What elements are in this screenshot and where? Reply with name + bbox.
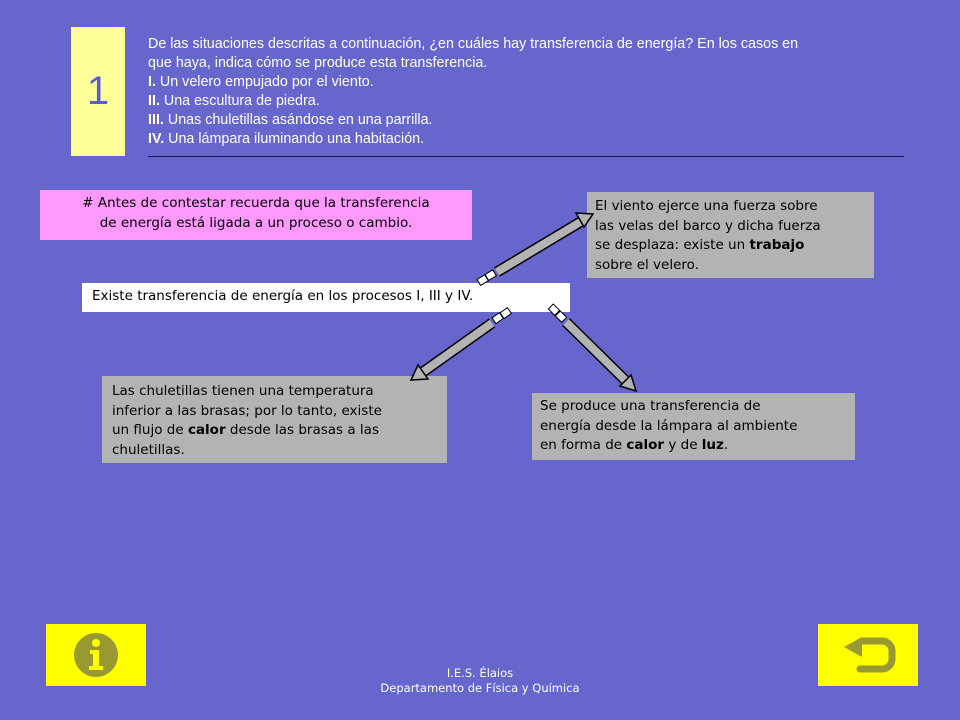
chops-line-3-post: desde las brasas a las <box>225 422 379 438</box>
keyword-luz: luz <box>701 437 724 453</box>
question-item-2 <box>148 92 898 111</box>
main-answer-box <box>82 283 570 312</box>
question-text <box>148 35 898 149</box>
wind-line-1: El viento ejerce una fuerza sobre <box>595 198 818 214</box>
item-text: Un velero empujado por el viento. <box>155 74 374 90</box>
lamp-line-2: energía desde la lámpara al ambiente <box>540 417 798 434</box>
info-icon <box>72 631 120 679</box>
lamp-line-3-post: . <box>723 437 729 453</box>
return-arrow-icon <box>840 635 896 675</box>
question-item-1 <box>148 73 898 92</box>
keyword-calor: calor <box>626 437 665 453</box>
chops-line-3 <box>112 421 437 441</box>
wind-line-3-text: se desplaza: existe un <box>595 237 750 253</box>
footer-school: I.E.S. Élaios <box>446 666 514 680</box>
chops-line-2: inferior a las brasas; por lo tanto, existe <box>112 402 382 419</box>
lamp-line-3 <box>540 436 847 456</box>
header-divider <box>148 156 904 157</box>
lamp-line-3-pre: en forma de <box>540 437 627 453</box>
main-answer-text: Existe transferencia de energía en los procesos I, III y IV. <box>92 288 474 304</box>
slide-number-text: 1 <box>86 69 110 113</box>
tip-line-2: de energía está ligada a un proceso o cambio. <box>99 214 413 231</box>
arrow-to-wind <box>477 213 593 285</box>
slide-number <box>71 27 125 156</box>
footer <box>330 666 630 696</box>
chops-line-1: Las chuletillas tienen una temperatura <box>112 383 374 399</box>
chops-line-4: chuletillas. <box>112 441 185 458</box>
return-button[interactable] <box>818 624 918 686</box>
item-text: Una escultura de piedra. <box>159 93 320 109</box>
keyword-calor: calor <box>187 422 226 438</box>
arrow-to-chops <box>411 308 511 380</box>
wind-line-2: las velas del barco y dicha fuerza <box>595 217 821 234</box>
footer-department: Departamento de Física y Química <box>380 681 580 695</box>
arrow-to-lamp <box>548 304 636 391</box>
item-text: Una lámpara iluminando una habitación. <box>164 131 425 147</box>
question-intro-line-1: De las situaciones descritas a continuación, ¿en cuáles hay transferencia de energía? En los casos en <box>148 36 799 52</box>
question-item-3 <box>148 111 898 130</box>
tip-line-1: # Antes de contestar recuerda que la transferencia <box>82 195 430 211</box>
item-roman: III. <box>148 112 164 128</box>
item-text: Unas chuletillas asándose en una parrilla. <box>163 112 433 128</box>
lamp-explanation-box <box>532 393 855 460</box>
item-roman: II. <box>148 93 160 109</box>
tip-box <box>40 190 472 240</box>
chops-line-3-pre: un flujo de <box>112 422 188 438</box>
wind-line-3 <box>595 236 866 256</box>
lamp-line-1: Se produce una transferencia de <box>540 398 761 414</box>
item-roman: IV. <box>148 131 165 147</box>
lamp-line-3-mid: y de <box>664 437 702 453</box>
item-roman: I. <box>148 74 156 90</box>
wind-line-4: sobre el velero. <box>595 256 699 273</box>
question-item-4 <box>148 130 898 149</box>
question-intro-line-2: que haya, indica cómo se produce esta transferencia. <box>148 55 488 71</box>
chops-explanation-box <box>102 376 447 463</box>
info-button[interactable] <box>46 624 146 686</box>
wind-explanation-box <box>587 192 874 278</box>
keyword-trabajo: trabajo <box>749 237 805 253</box>
